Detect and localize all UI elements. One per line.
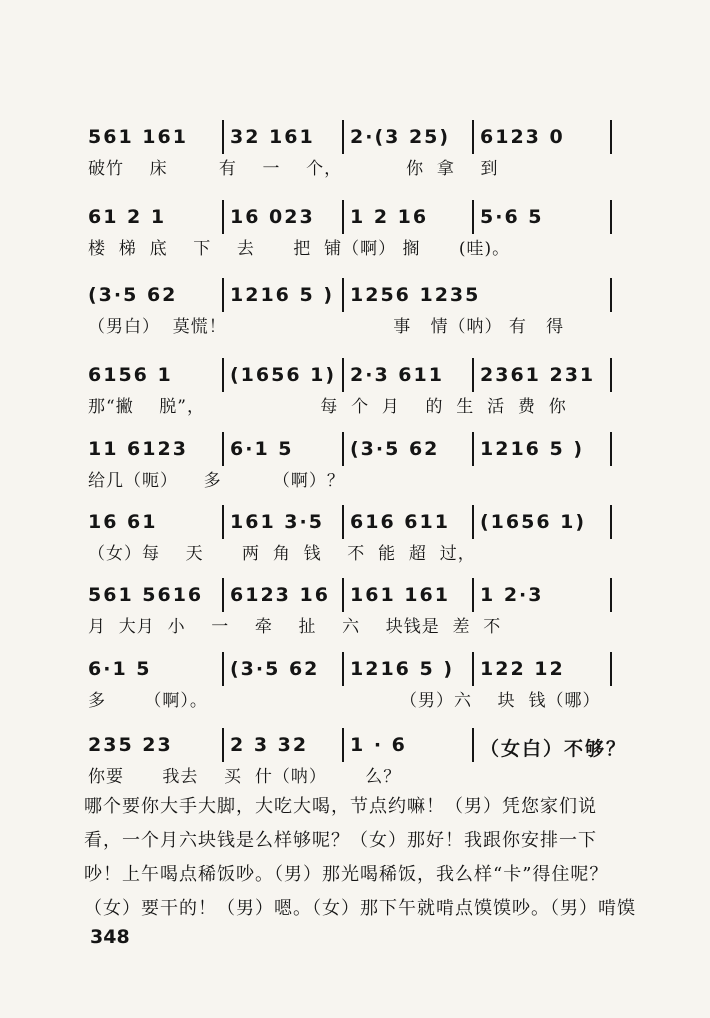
lyric-line: 给几（呃） 多 （啊）？ [88,471,345,491]
measure: 616 611 [350,511,450,533]
measure: (1656 1) [230,364,337,386]
dialogue-prose [84,790,636,926]
page-number: 348 [90,926,130,948]
measure: 235 23 [88,734,173,756]
measure: (3·5 62 [88,284,178,306]
bar-line [222,358,224,392]
bar-line [342,578,344,612]
notation-line [88,278,618,312]
bar-line [222,652,224,686]
bar-line [472,432,474,466]
bar-line [222,505,224,539]
measure: 1 · 6 [350,734,407,756]
notation-line [88,200,618,234]
bar-line [610,578,612,612]
measure: 1216 5 ) [230,284,335,306]
lyric-line: 那“撇 脱”， 每 个 月 的 生 活 费 你 [88,397,567,417]
notation-line [88,432,618,466]
bar-line [610,278,612,312]
measure: （女白）不够？ [480,738,628,760]
measure: 5·6 5 [480,206,544,228]
measure: 16 023 [230,206,315,228]
measure: 1216 5 ) [480,438,585,460]
measure: 6123 0 [480,126,565,148]
bar-line [610,505,612,539]
notation-line [88,358,618,392]
bar-line [610,652,612,686]
measure: 2·3 611 [350,364,444,386]
music-system [88,358,618,418]
bar-line [472,578,474,612]
music-system [88,432,618,492]
music-system [88,652,618,712]
bar-line [472,200,474,234]
bar-line [342,278,344,312]
measure: 6123 16 [230,584,330,606]
bar-line [342,728,344,762]
music-system [88,505,618,565]
notation-line [88,578,618,612]
measure: 6·1 5 [230,438,294,460]
bar-line [610,358,612,392]
music-system [88,578,618,638]
notation-line [88,652,618,686]
measure: 2361 231 [480,364,596,386]
measure: 32 161 [230,126,315,148]
bar-line [222,728,224,762]
bar-line [472,652,474,686]
measure: 561 5616 [88,584,204,606]
bar-line [342,200,344,234]
music-system [88,728,628,788]
prose-line: 哪个要你大手大脚，大吃大喝，节点约嘛！（男）凭您家们说 [84,796,597,817]
measure: 1216 5 ) [350,658,455,680]
bar-line [342,505,344,539]
measure: 11 6123 [88,438,188,460]
lyric-line: 你要 我去 买 什（呐） 么？ [88,767,402,787]
bar-line [342,358,344,392]
notation-line [88,505,618,539]
measure: (3·5 62 [230,658,320,680]
bar-line [222,278,224,312]
notation-line [88,728,628,762]
music-system [88,120,618,180]
measure: 1256 1235 [350,284,481,306]
bar-line [472,505,474,539]
lyric-line: 多 （啊）。 （男）六 块 钱（哪） [88,691,601,711]
bar-line [342,120,344,154]
bar-line [610,432,612,466]
measure: 561 161 [88,126,188,148]
measure: 1 2 16 [350,206,429,228]
measure: 2 3 32 [230,734,309,756]
measure: 6156 1 [88,364,173,386]
prose-line: 吵！上午喝点稀饭吵。（男）那光喝稀饭，我么样“卡”得住呢？ [84,864,609,885]
bar-line [472,120,474,154]
bar-line [222,432,224,466]
bar-line [222,200,224,234]
lyric-line: 月 大月 小 一 牵 扯 六 块钱是 差 不 [88,617,502,637]
lyric-line: （女）每 天 两 角 钱 不 能 超 过， [88,544,476,564]
measure: 61 2 1 [88,206,167,228]
measure: (1656 1) [480,511,587,533]
measure: 2·(3 25) [350,126,451,148]
bar-line [342,432,344,466]
measure: 122 12 [480,658,565,680]
bar-line [610,120,612,154]
prose-line: 看，一个月六块钱是么样够呢？（女）那好！我跟你安排一下 [84,830,597,851]
bar-line [342,652,344,686]
lyric-line: （男白） 莫慌！ 事 情（呐） 有 得 [88,317,565,337]
measure: 161 3·5 [230,511,324,533]
music-system [88,278,618,338]
measure: 1 2·3 [480,584,544,606]
measure: 161 161 [350,584,450,606]
bar-line [472,358,474,392]
notation-line [88,120,618,154]
measure: 6·1 5 [88,658,152,680]
bar-line [472,728,474,762]
prose-line: （女）要干的！（男）嗯。（女）那下午就啃点馍馍吵。（男）啃馍 [84,898,636,919]
lyric-line: 楼 梯 底 下 去 把 铺（啊） 搁 (哇)。 [88,239,511,259]
music-system [88,200,618,260]
measure: (3·5 62 [350,438,440,460]
bar-line [610,200,612,234]
measure: 16 61 [88,511,158,533]
lyric-line: 破竹 床 有 一 个， 你 拿 到 [88,159,499,179]
bar-line [222,578,224,612]
bar-line [222,120,224,154]
